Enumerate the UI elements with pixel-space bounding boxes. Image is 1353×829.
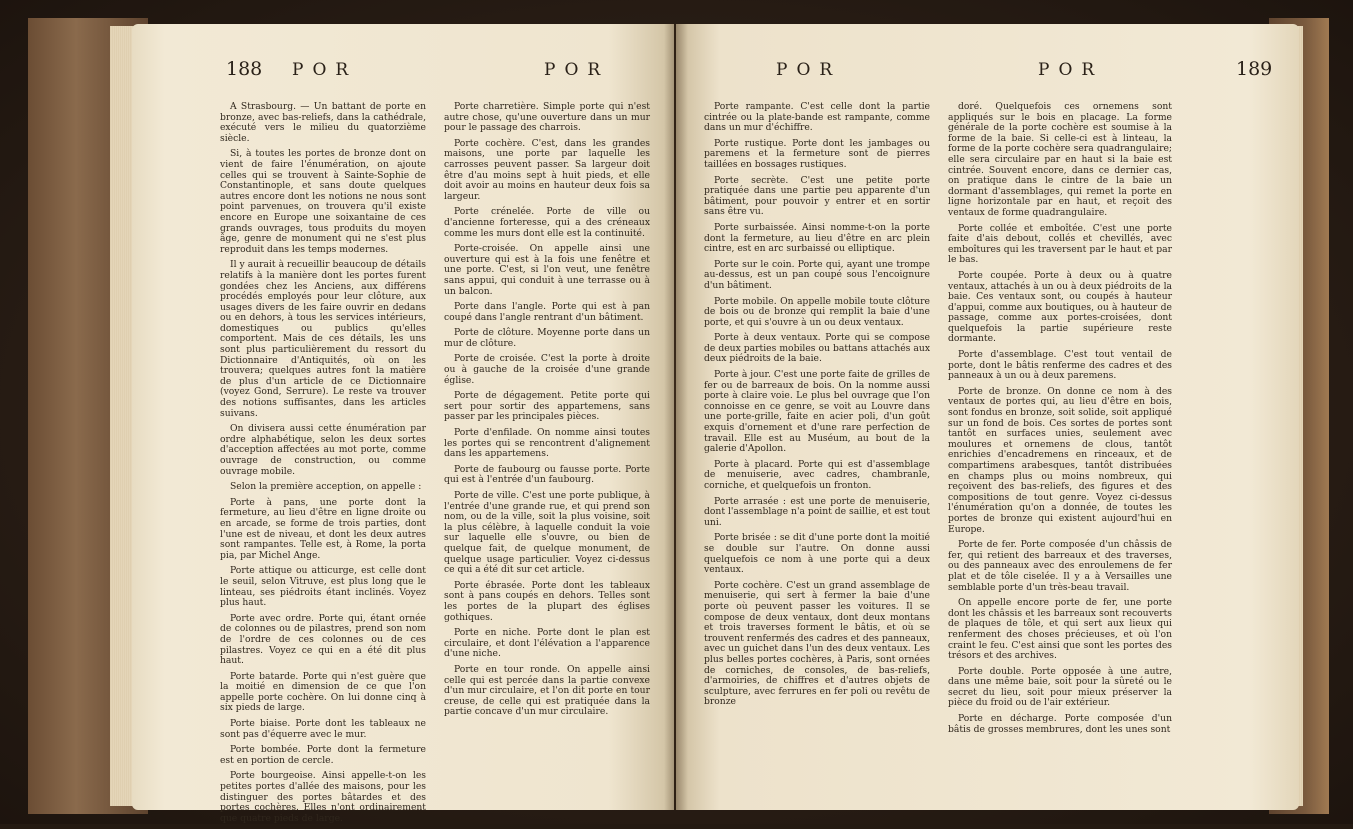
paragraph: Si, à toutes les portes de bronze dont on vient de faire l'énumération, on ajoute celles qui se trouvent à Sainte-Sophie de Constantinople, et sans doute quelques autres encore dont les notions ne nous sont point parvenues, on trouvera qu'il existe encore en Europe une soixantaine de ces grands ouvrages, tous produits du moyen âge, genre de monument qui ne s'est plus reproduit dans les temps modernes.: [220, 148, 426, 255]
paragraph: Porte en niche. Porte dont le plan est circulaire, et dont l'élévation a l'apparence d'une niche.: [444, 627, 650, 660]
paragraph: Porte dans l'angle. Porte qui est à pan coupé dans l'angle rentrant d'un bâtiment.: [444, 301, 650, 323]
paragraph: Porte en tour ronde. On appelle ainsi celle qui est percée dans la partie convexe d'un mur circulaire, et l'on dit porte en tour creuse, de celle qui est pratiquée dans la partie concave d'un mur circulaire.: [444, 663, 650, 718]
paragraph: doré. Quelquefois ces ornemens sont appliqués sur le bois en placage. La forme générale de la porte cochère est soumise à la forme de la baie. Si celle-ci est à linteau, la forme de la porte cochère sera quadrangulaire; elle sera circulaire par en haut si la baie est cintrée. Souvent encore, dans ce dernier cas, on pratique dans le cintre de la baie un dormant d'assemblages, qui remet la porte en ligne horizontale par en haut, et reçoit des ventaux de forme quadrangulaire.: [948, 101, 1172, 218]
paragraph: Selon la première acception, on appelle :: [230, 481, 422, 493]
paragraph: Porte de ville. C'est une porte publique, à l'entrée d'une grande rue, et qui prend son nom, ou de la ville, soit la plus voisine, soit la plus célèbre, à laquelle conduit la voie sur laquelle elle s'ouvre, ou bien de quelque fait, de quelque monument, de quelque usage particulier. Voyez ci-dessus ce qui a été dit sur cet article.: [444, 490, 650, 576]
paragraph: Porte d'assemblage. C'est tout ventail de porte, dont le bâtis renferme des cadres et des panneaux à un ou à deux paremens.: [948, 349, 1172, 382]
book-gutter: [664, 24, 688, 810]
paragraph: Porte coupée. Porte à deux ou à quatre ventaux, attachés à un ou à deux piédroits de la baie. Ces ventaux sont, ou coupés à hauteur d'appui, comme aux boutiques, ou à hauteur de passage, comme aux portes-croisées, dont quelquefois la partie supérieure reste dormante.: [948, 269, 1172, 345]
paragraph: Porte de clôture. Moyenne porte dans un mur de clôture.: [444, 327, 650, 349]
text-column-1: [220, 102, 426, 829]
left-page: [132, 24, 674, 824]
paragraph: Porte biaise. Porte dont les tableaux ne sont pas d'équerre avec le mur.: [220, 718, 426, 740]
paragraph: Porte d'enfilade. On nomme ainsi toutes les portes qui se rencontrent d'alignement dans les appartemens.: [444, 427, 650, 460]
paragraph: Porte à pans, une porte dont la fermeture, au lieu d'être en ligne droite ou en arcade, se forme de trois parties, dont l'une est de niveau, et dont les deux autres sont rampantes. Telle est, à Rome, la porta pia, par Michel Ange.: [220, 496, 426, 561]
paragraph: A Strasbourg. — Un battant de porte en bronze, avec bas-reliefs, dans la cathédrale, exécuté vers le milieu du quatorzième siècle.: [220, 101, 426, 144]
paragraph: Porte secrète. C'est une petite porte pratiquée dans une partie peu apparente d'un bâtiment, pour pouvoir y entrer et en sortir sans être vu.: [704, 174, 930, 218]
paragraph: Porte de bronze. On donne ce nom à des ventaux de portes qui, au lieu d'être en bois, sont fondus en bronze, soit solide, soit appliqué sur un fond de bois. Ces sortes de portes sont tantôt en surfaces unies, seulement avec moulures et ornemens de clous, tantôt enrichies d'encadremens en rinceaux, et de compartimens arabesques, tantôt distribuées en champs plus ou moins nombreux, qui reçoivent des bas-reliefs, des figures et des compositions de tout genre. Voyez ci-dessus l'énumération qu'on a donnée, de toutes les portes de bronze qui existent aujourd'hui en Europe.: [948, 385, 1172, 535]
paragraph: Porte arrasée : est une porte de menuiserie, dont l'assemblage n'a point de saillie, et est tout uni.: [704, 495, 930, 528]
text-column-1: [704, 102, 930, 713]
paragraph: Porte de croisée. C'est la porte à droite ou à gauche de la croisée d'une grande église.: [444, 353, 650, 386]
paragraph: Porte mobile. On appelle mobile toute clôture de bois ou de bronze qui remplit la baie d'une porte, et qui s'ouvre à un ou deux ventaux.: [704, 295, 930, 328]
paragraph: Porte rustique. Porte dont les jambages ou paremens et la fermeture sont de pierres taillées en bossages rustiques.: [704, 137, 930, 170]
text-column-2: [444, 102, 650, 723]
paragraph: Porte de dégagement. Petite porte qui sert pour sortir des appartemens, sans passer par les principales pièces.: [444, 390, 650, 423]
paragraph: Porte batarde. Porte qui n'est guère que la moitié en dimension de ce que l'on appelle porte cochère. On lui donne cinq à six pieds de large.: [220, 670, 426, 714]
paragraph: Il y aurait à recueillir beaucoup de détails relatifs à la manière dont les portes furent gondées chez les Anciens, aux différens procédés employés pour leur clôture, aux usages divers de les faire ouvrir en dedans ou en dehors, à tous les services intérieurs, domestiques ou publics qu'elles comportent. Mais de ces détails, les uns sont plus particulièrement du ressort du Dictionnaire d'Antiquités, où on les trouvera; quelques autres font la matière de plus d'un article de ce Dictionnaire (voyez Gond, Serrure). Le reste va trouver des notions suffisantes, dans les articles suivans.: [220, 259, 426, 419]
paragraph: Porte bombée. Porte dont la fermeture est en portion de cercle.: [220, 744, 426, 766]
paragraph: Porte sur le coin. Porte qui, ayant une trompe au-dessus, est un pan coupé sous l'encoignure d'un bâtiment.: [704, 258, 930, 291]
paragraph: On divisera aussi cette énumération par ordre alphabétique, selon les deux sortes d'acception affectées au mot porte, comme ouvrage de construction, ou comme ouvrage mobile.: [220, 423, 426, 477]
running-header-left: POR: [776, 60, 842, 80]
page-number: 189: [1236, 58, 1273, 80]
paragraph: Porte ébrasée. Porte dont les tableaux sont à pans coupés en dehors. Telles sont les portes de la plupart des églises gothiques.: [444, 579, 650, 623]
paragraph: Porte rampante. C'est celle dont la partie cintrée ou la plate-bande est rampante, comme dans un mur d'échiffre.: [704, 101, 930, 134]
paragraph: Porte crénelée. Porte de ville ou d'ancienne forteresse, qui a des créneaux comme les murs dont elle est la continuité.: [444, 206, 650, 239]
paragraph: Porte cochère. C'est un grand assemblage de menuiserie, qui sert à fermer la baie d'une porte où peuvent passer les voitures. Il se compose de deux ventaux, dont deux montans et trois traverses forment le bâtis, et où se trouvent renfermés des cadres et des panneaux, avec un guichet dans l'un des deux ventaux. Les plus belles portes cochères, à Paris, sont ornées de corniches, de consoles, de bas-reliefs, d'armoiries, de chiffres et d'autres objets de sculpture, avec ferrures en fer poli ou revêtu de bronze: [704, 579, 930, 708]
paragraph: Porte brisée : se dit d'une porte dont la moitié se double sur l'autre. On donne aussi quelquefois ce nom à une porte qui a deux ventaux.: [704, 532, 930, 576]
running-header-right: POR: [544, 60, 610, 80]
paragraph: Porte de fer. Porte composée d'un châssis de fer, qui retient des barreaux et des traverses, ou des panneaux avec des enroulemens de fer plat et de tôle ciselée. Il y a à Versailles une semblable porte d'un très-beau travail.: [948, 539, 1172, 593]
page-number: 188: [226, 58, 263, 80]
paragraph: Porte avec ordre. Porte qui, étant ornée de colonnes ou de pilastres, prend son nom de l'ordre de ces colonnes ou de ces pilastres. Voyez ce qui en a été dit plus haut.: [220, 612, 426, 667]
paragraph: Porte à deux ventaux. Porte qui se compose de deux parties mobiles ou battans attachés aux deux piédroits de la baie.: [704, 332, 930, 365]
paragraph: Porte surbaissée. Ainsi nomme-t-on la porte dont la fermeture, au lieu d'être en arc plein cintre, est en arc surbaissé ou elliptique.: [704, 221, 930, 255]
paragraph: Porte bourgeoise. Ainsi appelle-t-on les petites portes d'allée des maisons, pour les distinguer des portes bâtardes et des portes cochères. Elles n'ont ordinairement que quatre pieds de large.: [220, 770, 426, 824]
paragraph: Porte en décharge. Porte composée d'un bâtis de grosses membrures, dont les unes sont: [948, 713, 1172, 735]
running-header-right: POR: [1038, 60, 1104, 80]
paragraph: Porte à jour. C'est une porte faite de grilles de fer ou de barreaux de bois. On la nomme aussi porte à claire voie. Le plus bel ouvrage que l'on connoisse en ce genre, se voit au Louvre dans une porte-grille, faite en acier poli, d'un goût exquis d'ornement et d'une rare perfection de travail. Elle est au Muséum, au bout de la galerie d'Apollon.: [704, 369, 930, 455]
paragraph: On appelle encore porte de fer, une porte dont les châssis et les barreaux sont recouverts de plaques de tôle, et qui sert aux lieux qui renferment des choses précieuses, et où l'on craint le feu. C'est ainsi que sont les portes des trésors et des archives.: [948, 597, 1172, 662]
paragraph: Porte cochère. C'est, dans les grandes maisons, une porte par laquelle les carrosses peuvent passer. Sa largeur doit être d'au moins sept à huit pieds, et elle doit avoir au moins en hauteur deux fois sa largeur.: [444, 137, 650, 202]
paragraph: Porte à placard. Porte qui est d'assemblage de menuiserie, avec cadres, chambranle, corniche, et quelquefois un fronton.: [704, 458, 930, 491]
text-column-2: [948, 102, 1172, 740]
paragraph: Porte charretière. Simple porte qui n'est autre chose, qu'une ouverture dans un mur pour le passage des charrois.: [444, 101, 650, 134]
paragraph: Porte collée et emboîtée. C'est une porte faite d'ais debout, collés et chevillés, avec emboîtures qui les traversent par le haut et par le bas.: [948, 222, 1172, 266]
paragraph: Porte double. Porte opposée à une autre, dans une même baie, soit pour la sûreté ou le secret du lieu, soit pour mieux préserver la pièce du froid ou de l'air extérieur.: [948, 665, 1172, 709]
paragraph: Porte-croisée. On appelle ainsi une ouverture qui est à la fois une fenêtre et une porte. C'est, si l'on veut, une fenêtre sans appui, qui conduit à une terrasse ou à un balcon.: [444, 243, 650, 297]
right-page: [676, 24, 1299, 810]
paragraph: Porte de faubourg ou fausse porte. Porte qui est à l'entrée d'un faubourg.: [444, 463, 650, 486]
running-header-left: POR: [292, 60, 358, 80]
paragraph: Porte attique ou atticurge, est celle dont le seuil, selon Vitruve, est plus long que le linteau, ses piédroits étant inclinés. Voyez plus haut.: [220, 565, 426, 609]
